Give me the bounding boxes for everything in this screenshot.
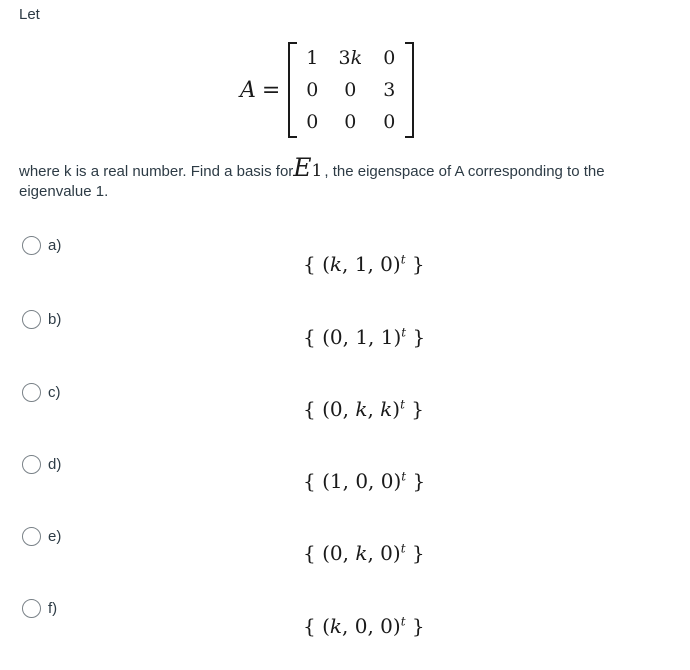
option-f[interactable] <box>22 599 57 618</box>
matrix-entries <box>297 42 405 138</box>
matrix-cell: 0 <box>344 111 357 133</box>
matrix-definition <box>240 40 414 140</box>
option-label: f) <box>48 600 58 617</box>
question-text <box>19 153 679 202</box>
option-vector: { (0, k, 0)$^t$ } <box>303 541 425 565</box>
radio-button[interactable] <box>22 599 41 618</box>
radio-button[interactable] <box>22 383 41 402</box>
option-label: e) <box>48 528 62 545</box>
radio-button[interactable] <box>22 527 41 546</box>
option-a[interactable] <box>22 236 61 255</box>
intro-text: Let <box>19 6 40 23</box>
matrix-cell: 3 <box>383 79 396 101</box>
option-vector: { (0, 1, 1)$^t$ } <box>303 325 426 349</box>
matrix-cell: 0 <box>344 79 357 101</box>
matrix-right-bracket <box>405 42 414 138</box>
radio-button[interactable] <box>22 236 41 255</box>
option-label: b) <box>48 311 62 328</box>
matrix-cell-value: 3k <box>338 47 363 69</box>
matrix-cell: 0 <box>383 111 396 133</box>
option-b[interactable] <box>22 310 61 329</box>
matrix-name: A <box>240 77 256 103</box>
eigenspace-subscript: 1 <box>311 161 323 181</box>
radio-button[interactable] <box>22 455 41 474</box>
option-label: d) <box>48 456 62 473</box>
option-c[interactable] <box>22 383 61 402</box>
matrix-cell: 0 <box>306 111 319 133</box>
matrix-cell: 0 <box>383 47 396 69</box>
option-label: c) <box>48 384 61 401</box>
eigenspace-symbol: E <box>293 153 312 182</box>
equals-sign: = <box>261 77 281 103</box>
option-label: a) <box>48 237 62 254</box>
option-vector: { (0, k, k)$^t$ } <box>303 397 425 421</box>
question-before: where k is a real number. Find a basis for <box>19 163 294 180</box>
matrix-cell <box>339 47 363 69</box>
matrix-cell: 0 <box>306 79 319 101</box>
matrix-left-bracket <box>288 42 297 138</box>
option-vector: { (k, 1, 0)$^t$ } <box>303 252 425 276</box>
option-vector: { (1, 0, 0)$^t$ } <box>303 469 426 493</box>
radio-button[interactable] <box>22 310 41 329</box>
option-vector: { (k, 0, 0)$^t$ } <box>303 614 425 638</box>
option-d[interactable] <box>22 455 61 474</box>
question-after: , the eigenspace of A corresponding to the eigenvalue 1. <box>19 163 605 200</box>
matrix-cell: 1 <box>306 47 319 69</box>
option-e[interactable] <box>22 527 61 546</box>
